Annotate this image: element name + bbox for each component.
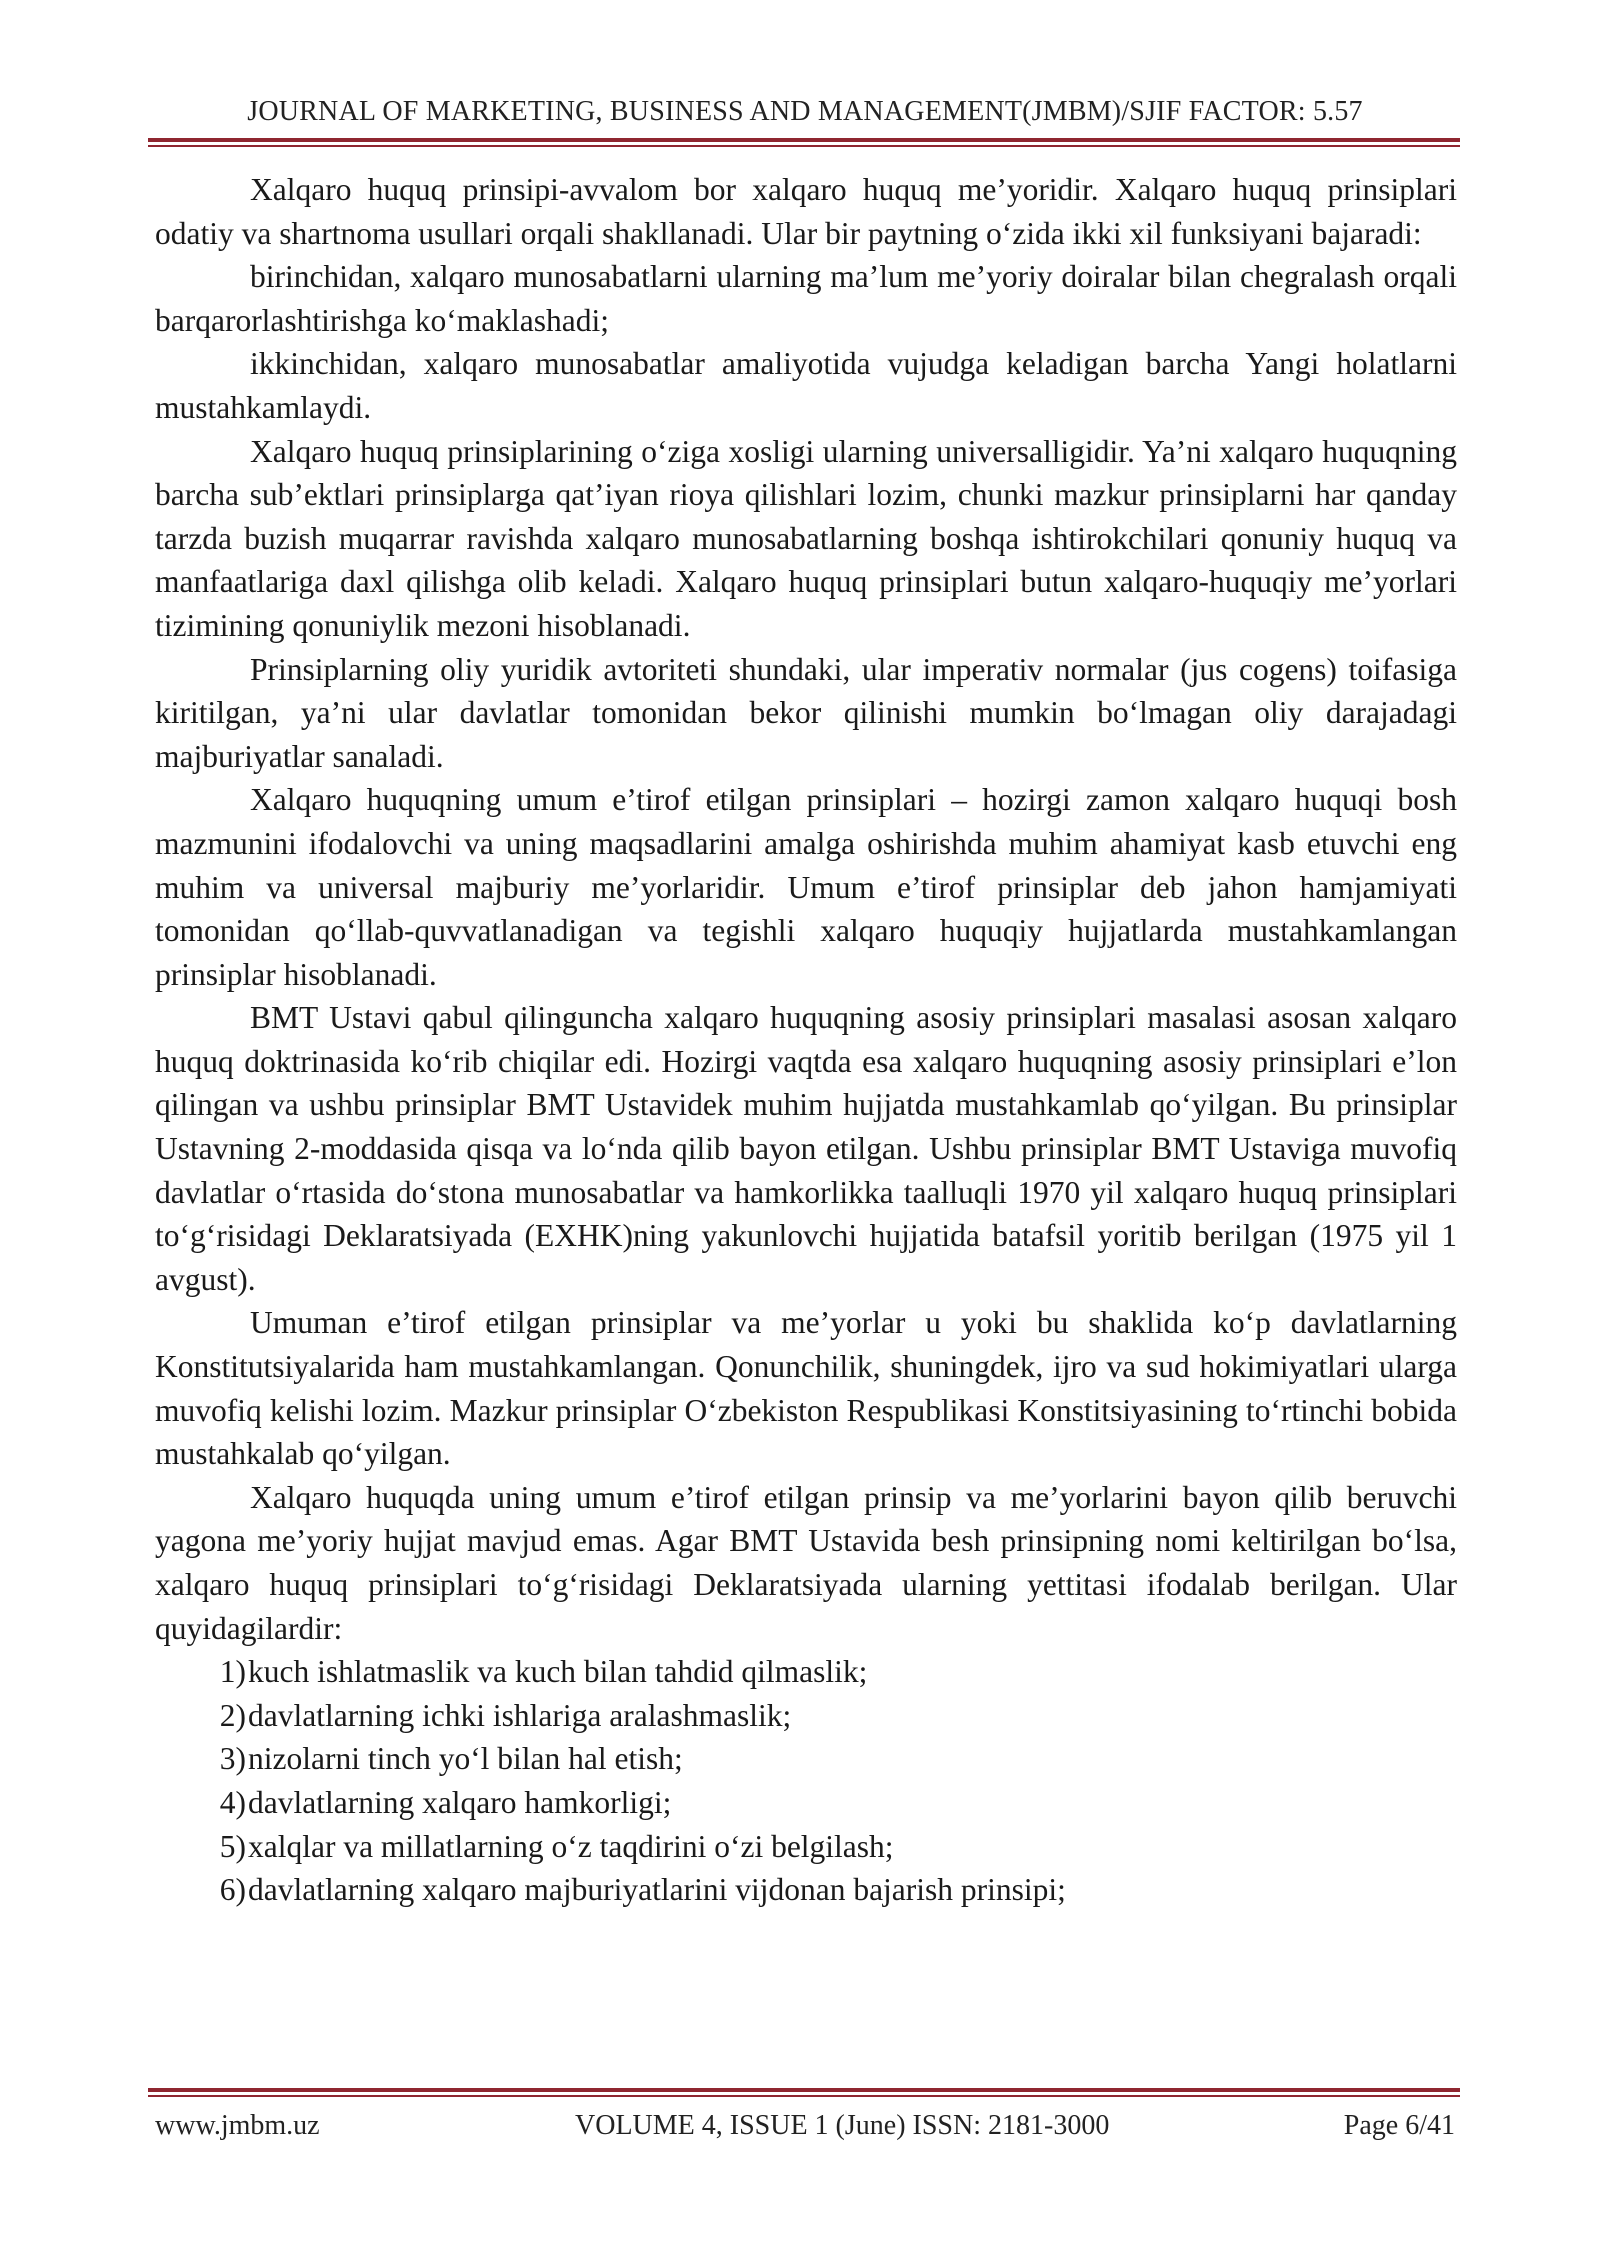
list-item (155, 1825, 1457, 1869)
footer-volume-issn: VOLUME 4, ISSUE 1 (June) ISSN: 2181-3000 (575, 2110, 1110, 2141)
article-body (155, 168, 1457, 1912)
footer-website: www.jmbm.uz (155, 2110, 320, 2141)
paragraph: birinchidan, xalqaro munosabatlarni ularning ma’lum me’yoriy doiralar bilan chegralash orqali barqarorlashtirishga ko‘maklashadi; (155, 259, 1457, 338)
header-rule-thick (148, 138, 1460, 142)
list-item-number: 5) (219, 1828, 246, 1864)
list-item-text: davlatlarning ichki ishlariga aralashmaslik; (248, 1697, 792, 1733)
paragraph: Xalqaro huquqning umum e’tirof etilgan prinsiplari – hozirgi zamon xalqaro huquqi bosh mazmunini ifodalovchi va uning maqsadlarini amalga oshirishda muhim ahamiyat kasb etuvchi eng muhim va universal majburiy me’yorlaridir. Umum e’tirof prinsiplar deb jahon hamjamiyati tomonidan qo‘llab-quvvatlanadigan va tegishli xalqaro huquqiy hujjatlarda mustahkamlangan prinsiplar hisoblanadi. (155, 782, 1457, 992)
list-item (155, 1781, 1457, 1825)
footer-page-number: Page 6/41 (1343, 2110, 1455, 2141)
footer-rule (148, 2088, 1460, 2097)
paragraph: Umuman e’tirof etilgan prinsiplar va me’yorlar u yoki bu shaklida ko‘p davlatlarning Konstitutsiyalarida ham mustahkamlangan. Qonunchilik, shuningdek, ijro va sud hokimiyatlari ularga muvofiq kelishi lozim. Mazkur prinsiplar O‘zbekiston Respublikasi Konstitsiyasining to‘rtinchi bobida mustahkalab qo‘yilgan. (155, 1305, 1457, 1472)
list-item-text: nizolarni tinch yo‘l bilan hal etish; (248, 1741, 683, 1777)
list-item (155, 1868, 1457, 1912)
paragraph: Xalqaro huquqda uning umum e’tirof etilgan prinsip va me’yorlarini bayon qilib beruvchi yagona me’yoriy hujjat mavjud emas. Agar BMT Ustavida besh prinsipning nomi keltirilgan bo‘lsa, xalqaro huquq prinsiplari to‘g‘risidagi Deklaratsiyada ularning yettitasi ifodalab berilgan. Ular quyidagilardir: (155, 1479, 1457, 1646)
paragraph: ikkinchidan, xalqaro munosabatlar amaliyotida vujudga keladigan barcha Yangi holatlarni mustahkamlaydi. (155, 346, 1457, 425)
list-item-text: xalqlar va millatlarning o‘z taqdirini o‘zi belgilash; (248, 1828, 894, 1864)
list-item-number: 4) (219, 1784, 246, 1820)
list-item (155, 1737, 1457, 1781)
list-item (155, 1694, 1457, 1738)
list-item-number: 6) (219, 1872, 246, 1908)
list-item-number: 1) (219, 1654, 246, 1690)
paragraph: Prinsiplarning oliy yuridik avtoriteti shundaki, ular imperativ normalar (jus cogens) toifasiga kiritilgan, ya’ni ular davlatlar tomonidan bekor qilinishi mumkin bo‘lmagan oliy darajadagi majburiyatlar sanaladi. (155, 651, 1457, 774)
list-item-text: davlatlarning xalqaro hamkorligi; (248, 1784, 672, 1820)
list-item (155, 1650, 1457, 1694)
journal-header-title: JOURNAL OF MARKETING, BUSINESS AND MANAGEMENT(JMBM)/SJIF FACTOR: 5.57 (247, 96, 1363, 127)
footer-rule-thick (148, 2088, 1460, 2092)
list-item-text: kuch ishlatmaslik va kuch bilan tahdid qilmaslik; (248, 1654, 868, 1690)
page-footer (155, 2110, 1455, 2150)
header-rule (148, 138, 1460, 147)
list-item-number: 3) (219, 1741, 246, 1777)
paragraph: BMT Ustavi qabul qilinguncha xalqaro huquqning asosiy prinsiplari masalasi asosan xalqaro huquq doktrinasida ko‘rib chiqilar edi. Hozirgi vaqtda esa xalqaro huquqning asosiy prinsiplari e’lon qilingan va ushbu prinsiplar BMT Ustavidek muhim hujjatda mustahkamlab qo‘yilgan. Bu prinsiplar Ustavning 2-moddasida qisqa va lo‘nda qilib bayon etilgan. Ushbu prinsiplar BMT Ustaviga muvofiq davlatlar o‘rtasida do‘stona munosabatlar va hamkorlikka taalluqli 1970 yil xalqaro huquq prinsiplari to‘g‘risidagi Deklaratsiyada (EXHK)ning yakunlovchi hujjatida batafsil yoritib berilgan (1975 yil 1 avgust). (155, 1000, 1457, 1297)
footer-rule-thin (148, 2095, 1460, 2097)
list-item-number: 2) (219, 1697, 246, 1733)
paragraph: Xalqaro huquq prinsiplarining o‘ziga xosligi ularning universalligidir. Ya’ni xalqaro huquqning barcha sub’ektlari prinsiplarga qat’iyan rioya qilishlari lozim, chunki mazkur prinsiplarni har qanday tarzda buzish muqarrar ravishda xalqaro munosabatlarning boshqa ishtirokchilari qonuniy huquq va manfaatlariga daxl qilishga olib keladi. Xalqaro huquq prinsiplari butun xalqaro-huquqiy me’yorlari tizimining qonuniylik mezoni hisoblanadi. (155, 433, 1457, 643)
paragraph: Xalqaro huquq prinsipi-avvalom bor xalqaro huquq me’yoridir. Xalqaro huquq prinsiplari odatiy va shartnoma usullari orqali shakllanadi. Ular bir paytning o‘zida ikki xil funksiyani bajaradi: (155, 172, 1457, 251)
header-rule-thin (148, 145, 1460, 147)
principles-list (155, 1650, 1457, 1912)
list-item-text: davlatlarning xalqaro majburiyatlarini vijdonan bajarish prinsipi; (248, 1872, 1066, 1908)
